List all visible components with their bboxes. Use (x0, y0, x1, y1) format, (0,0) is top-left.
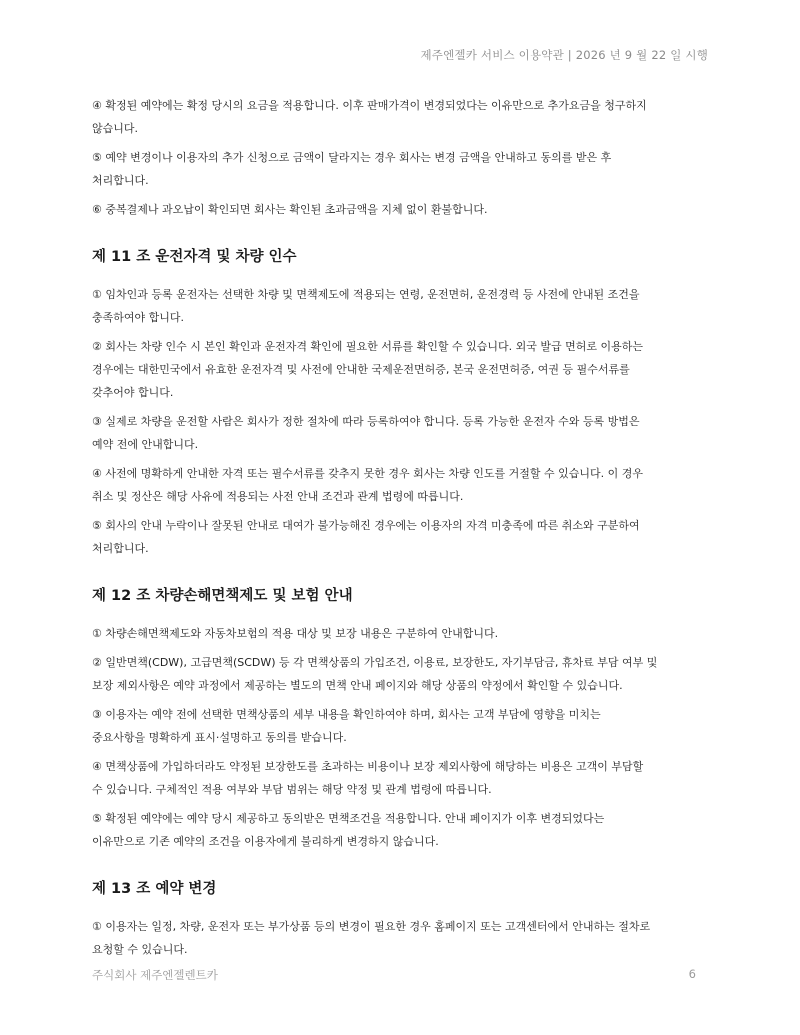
clause-text: ⑥ 중복결제나 과오납이 확인되면 회사는 확인된 초과금액을 지체 없이 환불합니다. (92, 203, 488, 216)
clause-text: ④ 면책상품에 가입하더라도 약정된 보장한도를 초과하는 비용이나 보장 제외사항에 해당하는 비용은 고객이 부담할 수 있습니다. 구체적인 적용 여부와 부담 범위는 해당 약정 및 관계 법령에 따릅니다. (92, 760, 644, 796)
clause-text: ⑤ 회사의 안내 누락이나 잘못된 안내로 대여가 불가능해진 경우에는 이용자의 자격 미충족에 따른 취소와 구분하여 처리합니다. (92, 519, 640, 555)
clause-text: ② 회사는 차량 인수 시 본인 확인과 운전자격 확인에 필요한 서류를 확인할 수 있습니다. 외국 발급 면허로 이용하는 경우에는 대한민국에서 유효한 운전자격 및 사전에 안내한 국제운전면허증, 본국 운전면허증, 여권 등 필수서류를 갖추어야 합니다. (92, 340, 643, 399)
article-heading (92, 247, 712, 267)
article-heading-text: 제 13 조 예약 변경 (92, 881, 217, 897)
clause-paragraph (92, 283, 712, 329)
article-heading-text: 제 12 조 차량손해면책제도 및 보험 안내 (92, 588, 353, 604)
clause-paragraph (92, 755, 712, 801)
clause-text: ④ 확정된 예약에는 확정 당시의 요금을 적용합니다. 이후 판매가격이 변경되었다는 이유만으로 추가요금을 청구하지 않습니다. (92, 99, 647, 135)
clause-paragraph (92, 335, 712, 404)
clause-paragraph (92, 703, 712, 749)
clause-text: ① 이용자는 일정, 차량, 운전자 또는 부가상품 등의 변경이 필요한 경우 홈페이지 또는 고객센터에서 안내하는 절차로 요청할 수 있습니다. (92, 920, 651, 956)
clause-text: ⑤ 예약 변경이나 이용자의 추가 신청으로 금액이 달라지는 경우 회사는 변경 금액을 안내하고 동의를 받은 후 처리합니다. (92, 151, 612, 187)
document-body (92, 94, 712, 967)
clause-paragraph (92, 146, 712, 192)
clause-paragraph (92, 462, 712, 508)
clause-text: ② 일반면책(CDW), 고급면책(SCDW) 등 각 면책상품의 가입조건, 이용료, 보장한도, 자기부담금, 휴차료 부담 여부 및 보장 제외사항은 예약 과정에서 제공하는 별도의 면책 안내 페이지와 해당 상품의 약정에서 확인할 수 있습니다. (92, 656, 658, 692)
clause-text: ③ 이용자는 예약 전에 선택한 면책상품의 세부 내용을 확인하여야 하며, 회사는 고객 부담에 영향을 미치는 중요사항을 명확하게 표시·설명하고 동의를 받습니다. (92, 708, 601, 744)
clause-paragraph (92, 651, 712, 697)
clause-text: ⑤ 확정된 예약에는 예약 당시 제공하고 동의받은 면책조건을 적용합니다. 안내 페이지가 이후 변경되었다는 이유만으로 기존 예약의 조건을 이용자에게 불리하게 변경하지 않습니다. (92, 812, 605, 848)
clause-paragraph (92, 807, 712, 853)
clause-paragraph (92, 622, 712, 645)
clause-text: ③ 실제로 차량을 운전할 사람은 회사가 정한 절차에 따라 등록하여야 합니다. 등록 가능한 운전자 수와 등록 방법은 예약 전에 안내합니다. (92, 415, 640, 451)
clause-text: ④ 사전에 명확하게 안내한 자격 또는 필수서류를 갖추지 못한 경우 회사는 차량 인도를 거절할 수 있습니다. 이 경우 취소 및 정산은 해당 사유에 적용되는 사전 안내 조건과 관계 법령에 따릅니다. (92, 467, 643, 503)
article-heading (92, 879, 712, 899)
clause-paragraph (92, 915, 712, 961)
article-heading (92, 586, 712, 606)
clause-paragraph (92, 514, 712, 560)
footer-company: 주식회사 제주엔젤렌트카 (92, 968, 218, 982)
clause-text: ① 임차인과 등록 운전자는 선택한 차량 및 면책제도에 적용되는 연령, 운전면허, 운전경력 등 사전에 안내된 조건을 충족하여야 합니다. (92, 288, 640, 324)
clause-paragraph (92, 410, 712, 456)
clause-paragraph (92, 198, 712, 221)
clause-text: ① 차량손해면책제도와 자동차보험의 적용 대상 및 보장 내용은 구분하여 안내합니다. (92, 627, 499, 640)
clause-paragraph (92, 94, 712, 140)
article-heading-text: 제 11 조 운전자격 및 차량 인수 (92, 249, 297, 265)
document-header: 제주엔젤카 서비스 이용약관 | 2026 년 9 월 22 일 시행 (420, 48, 708, 62)
page-number: 6 (688, 967, 696, 981)
